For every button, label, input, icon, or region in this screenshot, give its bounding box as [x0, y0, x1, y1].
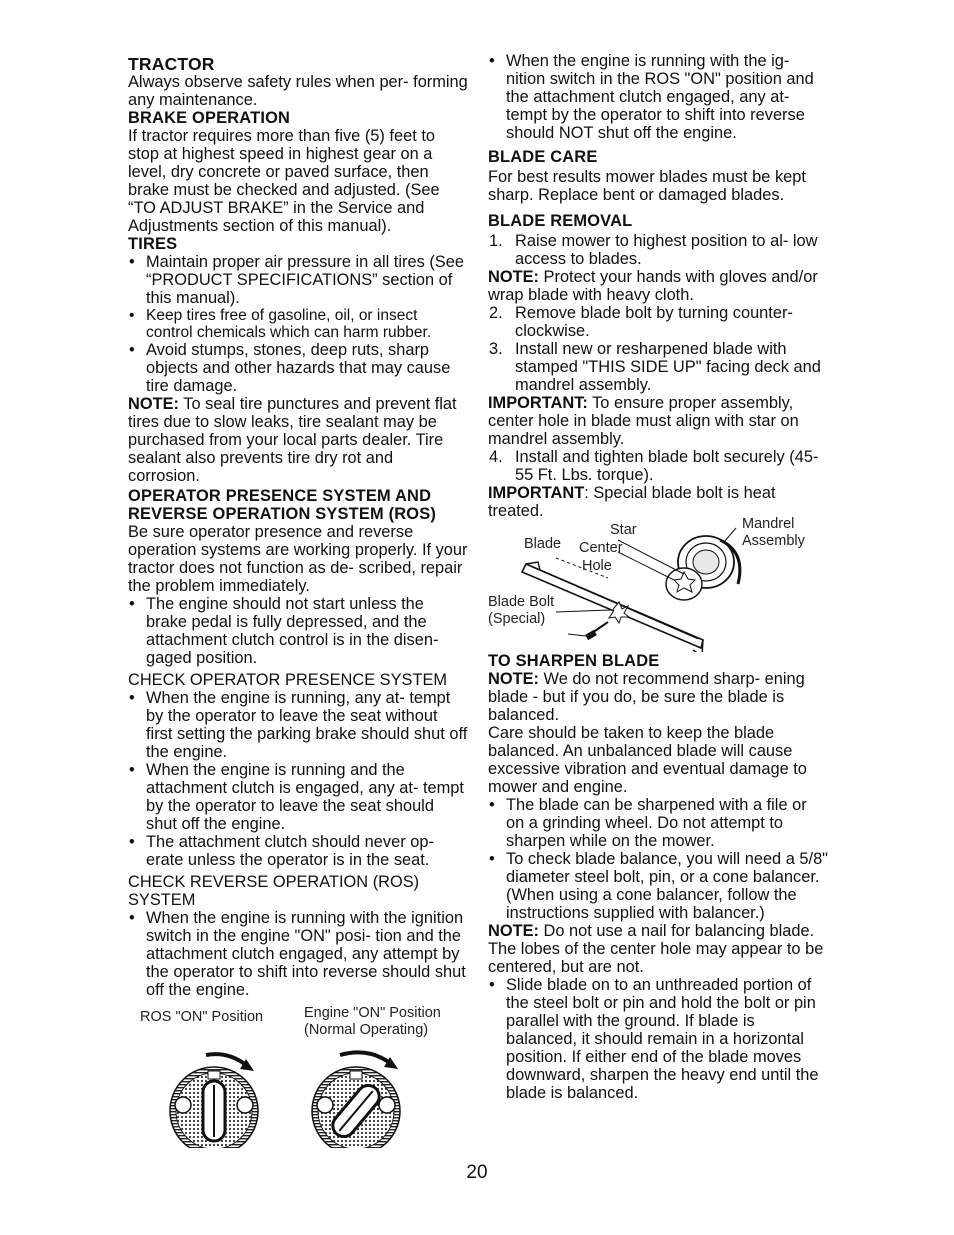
- star-label: Star: [610, 522, 637, 538]
- list-item: • When the engine is running with the ignition switch in the engine "ON" posi- tion and the attachment clutch engaged, any attempt by the operator to shift into reverse should shut off the engine.: [128, 909, 468, 999]
- step-item: [488, 304, 828, 340]
- step-number: 4.: [489, 448, 503, 466]
- sharpen-heading: TO SHARPEN BLADE: [488, 652, 660, 670]
- important-label: IMPORTANT: [488, 484, 585, 502]
- brake-text: If tractor requires more than five (5) feet to stop at highest speed in highest gear on a level, dry concrete or paved surface, then brake must be checked and adjusted. (See “TO ADJUST BRAKE” in the Service and Adjustments section of this manual).: [128, 127, 440, 235]
- nail-note: [488, 922, 828, 976]
- note-text: We do not recommend sharp- ening blade - but if you do, be sure the blade is balanced.: [488, 670, 805, 724]
- important-note-2: [488, 484, 828, 520]
- blade-assembly-figure: [488, 516, 828, 652]
- page-number: 20: [466, 1162, 488, 1183]
- slide-list: [488, 976, 828, 1102]
- list-item: • The attachment clutch should never op- erate unless the operator is in the seat.: [128, 833, 468, 869]
- step-item: [488, 232, 828, 268]
- blade-removal-heading: BLADE REMOVAL: [488, 212, 633, 230]
- engine-switch-icon: [312, 1052, 400, 1148]
- list-item: • When the engine is running and the attachment clutch is engaged, any at- tempt by the operator to leave the seat should shut off the engine.: [128, 761, 468, 833]
- check-ops-heading: CHECK OPERATOR PRESENCE SYSTEM: [128, 671, 448, 689]
- brake-heading: BRAKE OPERATION: [128, 109, 291, 127]
- tractor-intro: Always observe safety rules when per- forming any maintenance.: [128, 73, 468, 109]
- ops-list: [128, 595, 468, 667]
- list-item: • To check blade balance, you will need a 5/8" diameter steel bolt, pin, or a cone balancer. (When using a cone balancer, follow the instructions supplied with balancer.): [488, 850, 828, 922]
- blade-removal-steps: [488, 232, 828, 268]
- note-label: NOTE:: [488, 922, 539, 940]
- blade-removal-steps-final: [488, 448, 828, 484]
- blade-label: Blade: [524, 536, 562, 552]
- blade-care-text: For best results mower blades must be kept sharp. Replace bent or damaged blades.: [488, 168, 806, 204]
- tires-heading: TIRES: [128, 235, 178, 253]
- step-number: 1.: [489, 232, 503, 250]
- list-item: • The engine should not start unless the brake pedal is fully depressed, and the attachment clutch control is in the disen- gaged position.: [128, 595, 468, 667]
- blade-care-heading: BLADE CARE: [488, 148, 598, 166]
- list-item: • Slide blade on to an unthreaded portion of the steel bolt or pin and hold the bolt or pin parallel with the ground. If blade is balanced, it should remain in a horizontal position. If either end of the blade moves downward, sharpen the heavy end until the blade is balanced.: [488, 976, 828, 1102]
- blade-bolt-label: Blade Bolt: [488, 594, 555, 610]
- check-ops-list: [128, 689, 468, 869]
- note-label: NOTE:: [488, 268, 539, 286]
- list-item: • When the engine is running with the ig- nition switch in the ROS "ON" position and the attachment clutch engaged, any at- tempt by the operator to shift into reverse should NOT shut off the engine.: [488, 52, 828, 142]
- sharpen-note: [488, 670, 828, 724]
- tires-note: [128, 395, 468, 485]
- tires-list: [128, 253, 468, 395]
- note-text: Protect your hands with gloves and/or wrap blade with heavy cloth.: [488, 268, 818, 304]
- list-item: • Keep tires free of gasoline, oil, or insect control chemicals which can harm rubber.: [128, 307, 468, 341]
- sharpen-text: Care should be taken to keep the blade balanced. An unbalanced blade will cause excessive vibration and eventual damage to mower and engine.: [488, 724, 807, 796]
- sharpen-list: [488, 796, 828, 922]
- center-label: Center: [579, 540, 623, 556]
- important-note-1: [488, 394, 828, 448]
- ignition-switch-drawing: [128, 1003, 468, 1148]
- note-label: NOTE:: [488, 670, 539, 688]
- left-column: [128, 52, 468, 1148]
- normal-operating-label: (Normal Operating): [304, 1022, 429, 1038]
- note-text: Do not use a nail for balancing blade. The lobes of the center hole may appear to be centered, but are not.: [488, 922, 824, 976]
- hole-label: Hole: [582, 558, 612, 574]
- step-text: Raise mower to highest position to al- low access to blades.: [515, 232, 818, 268]
- list-item: • Avoid stumps, stones, deep ruts, sharp objects and other hazards that may cause tire damage.: [128, 341, 468, 395]
- engine-on-label: Engine "ON" Position: [304, 1005, 441, 1021]
- right-column: [488, 52, 828, 1102]
- step-text: Remove blade bolt by turning counter- clockwise.: [515, 304, 793, 340]
- tractor-heading: TRACTOR: [128, 54, 215, 74]
- mandrel-label: Mandrel: [742, 516, 795, 532]
- step-item: [488, 340, 828, 394]
- step-text: Install new or resharpened blade with stamped "THIS SIDE UP" facing deck and mandrel assembly.: [515, 340, 821, 394]
- step-text: Install and tighten blade bolt securely (45-55 Ft. Lbs. torque).: [515, 448, 819, 484]
- step-number: 2.: [489, 304, 503, 322]
- ros-continued-list: [488, 52, 828, 142]
- note-label: NOTE:: [128, 395, 179, 413]
- list-item: • When the engine is running, any at- tempt by the operator to leave the seat without first setting the parking brake should shut off the engine.: [128, 689, 468, 761]
- ignition-switch-figure: [128, 1003, 468, 1148]
- check-ros-list: [128, 909, 468, 999]
- step-item: [488, 448, 828, 484]
- important-text: To ensure proper assembly, center hole in blade must align with star on mandrel assembly.: [488, 394, 799, 448]
- list-item: • The blade can be sharpened with a file or on a grinding wheel. Do not attempt to sharpen while on the mower.: [488, 796, 828, 850]
- step-number: 3.: [489, 340, 503, 358]
- ros-on-label: ROS "ON" Position: [140, 1009, 264, 1025]
- check-ros-heading: CHECK REVERSE OPERATION (ROS) SYSTEM: [128, 873, 420, 909]
- special-label: (Special): [488, 611, 546, 627]
- ops-text: Be sure operator presence and reverse operation systems are working properly. If your tractor does not function as de- scribed, repair the problem immediately.: [128, 523, 468, 595]
- note-text: To seal tire punctures and prevent flat tires due to slow leaks, tire sealant may be purchased from your local parts dealer. Tire sealant also prevents tire dry rot and corrosion.: [128, 395, 457, 485]
- important-label: IMPORTANT:: [488, 394, 588, 412]
- list-item: • Maintain proper air pressure in all tires (See “PRODUCT SPECIFICATIONS” section of this manual).: [128, 253, 468, 307]
- ros-switch-icon: [170, 1054, 258, 1148]
- ops-heading: OPERATOR PRESENCE SYSTEM AND REVERSE OPERATION SYSTEM (ROS): [128, 487, 437, 523]
- blade-removal-steps-cont: [488, 304, 828, 394]
- important-text: : Special blade bolt is heat treated.: [488, 484, 776, 520]
- protect-note: [488, 268, 828, 304]
- assembly-label: Assembly: [742, 533, 805, 549]
